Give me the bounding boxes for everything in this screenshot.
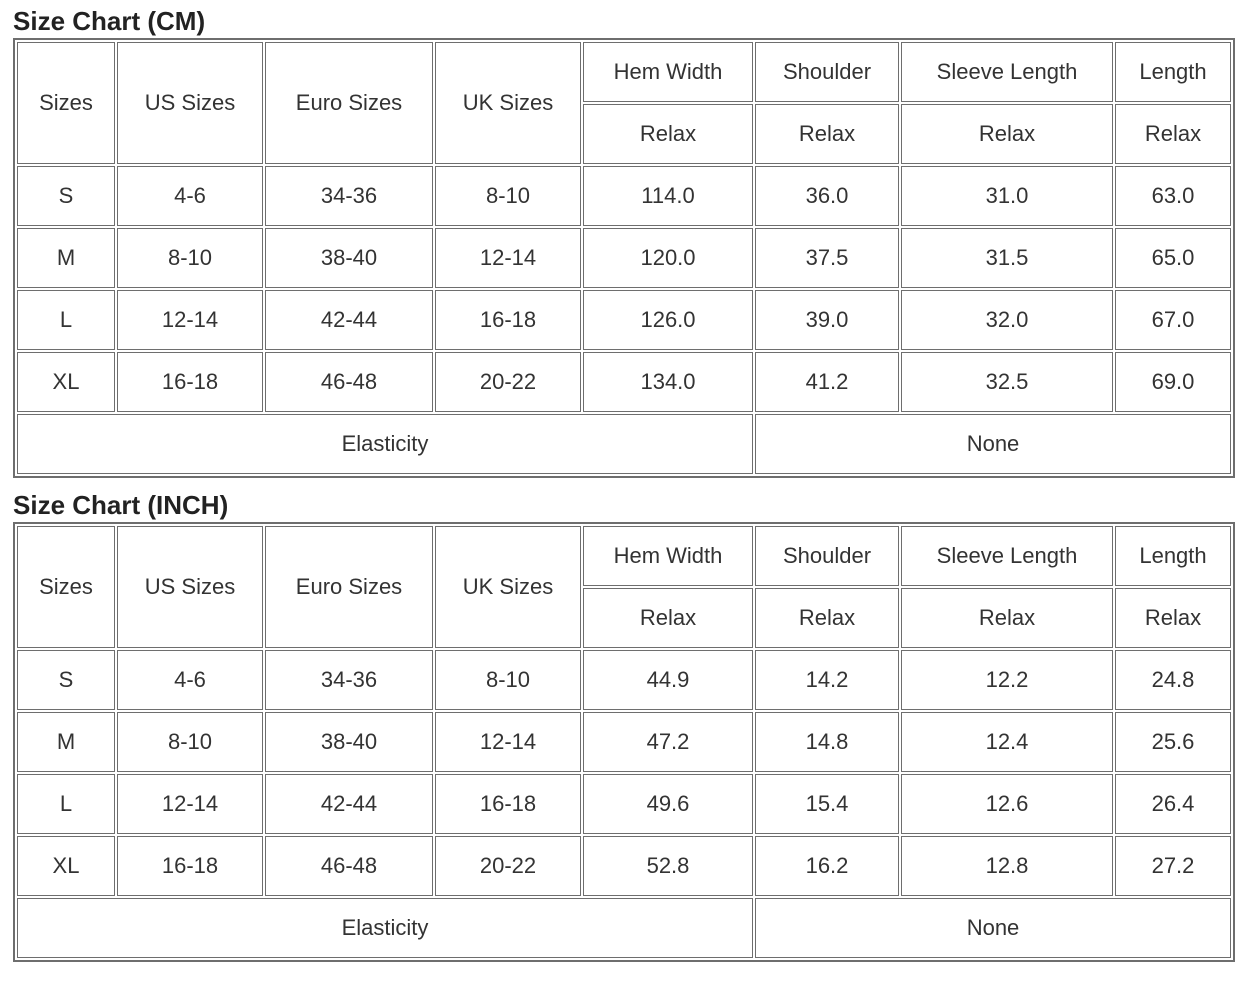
- sub-header: Relax: [1115, 588, 1231, 648]
- table-row: [17, 650, 1231, 710]
- table-cell: 32.0: [901, 290, 1113, 350]
- table-cell: 63.0: [1115, 166, 1231, 226]
- table-cell: 12-14: [435, 228, 581, 288]
- table-cell: 37.5: [755, 228, 899, 288]
- table-row: [17, 166, 1231, 226]
- table-cell: 38-40: [265, 712, 433, 772]
- column-header: Sleeve Length: [901, 526, 1113, 586]
- table-cell: S: [17, 166, 115, 226]
- chart-title: Size Chart (INCH): [13, 490, 229, 520]
- table-cell: S: [17, 650, 115, 710]
- elasticity-value: None: [755, 898, 1231, 958]
- column-header: Length: [1115, 42, 1231, 102]
- table-cell: 120.0: [583, 228, 753, 288]
- table-cell: 20-22: [435, 836, 581, 896]
- footer-row: [17, 898, 1231, 958]
- elasticity-value: None: [755, 414, 1231, 474]
- table-cell: 24.8: [1115, 650, 1231, 710]
- table-cell: 14.2: [755, 650, 899, 710]
- table-cell: 36.0: [755, 166, 899, 226]
- table-cell: XL: [17, 836, 115, 896]
- table-cell: 4-6: [117, 166, 263, 226]
- table-cell: 52.8: [583, 836, 753, 896]
- elasticity-label: Elasticity: [17, 414, 753, 474]
- column-header: Sleeve Length: [901, 42, 1113, 102]
- table-cell: M: [17, 228, 115, 288]
- table-cell: 15.4: [755, 774, 899, 834]
- table-cell: 134.0: [583, 352, 753, 412]
- table-row: [17, 228, 1231, 288]
- footer-row: [17, 414, 1231, 474]
- table-row: [17, 712, 1231, 772]
- table-cell: 12-14: [117, 774, 263, 834]
- table-cell: 16-18: [117, 836, 263, 896]
- column-header: Euro Sizes: [265, 42, 433, 164]
- column-header: Hem Width: [583, 526, 753, 586]
- table-cell: L: [17, 290, 115, 350]
- table-cell: 38-40: [265, 228, 433, 288]
- column-header: Sizes: [17, 526, 115, 648]
- table-row: [17, 836, 1231, 896]
- table-cell: 16-18: [435, 290, 581, 350]
- table-cell: 67.0: [1115, 290, 1231, 350]
- table-cell: 46-48: [265, 836, 433, 896]
- column-header: Length: [1115, 526, 1231, 586]
- table-cell: 114.0: [583, 166, 753, 226]
- size-table: [13, 522, 1235, 962]
- sub-header: Relax: [755, 104, 899, 164]
- table-cell: 69.0: [1115, 352, 1231, 412]
- sub-header: Relax: [583, 104, 753, 164]
- table-cell: 31.5: [901, 228, 1113, 288]
- table-row: [17, 290, 1231, 350]
- table-cell: 12.4: [901, 712, 1113, 772]
- table-row: [17, 352, 1231, 412]
- sub-header: Relax: [755, 588, 899, 648]
- column-header: Shoulder: [755, 526, 899, 586]
- table-cell: 8-10: [435, 650, 581, 710]
- column-header: Hem Width: [583, 42, 753, 102]
- header-row: [17, 42, 1231, 102]
- table-row: [17, 774, 1231, 834]
- table-cell: 12.6: [901, 774, 1113, 834]
- table-cell: 4-6: [117, 650, 263, 710]
- column-header: US Sizes: [117, 526, 263, 648]
- table-cell: 12.2: [901, 650, 1113, 710]
- table-cell: 14.8: [755, 712, 899, 772]
- column-header: UK Sizes: [435, 42, 581, 164]
- table-cell: L: [17, 774, 115, 834]
- table-cell: 27.2: [1115, 836, 1231, 896]
- table-cell: 65.0: [1115, 228, 1231, 288]
- table-cell: 16-18: [435, 774, 581, 834]
- column-header: Euro Sizes: [265, 526, 433, 648]
- column-header: Shoulder: [755, 42, 899, 102]
- table-cell: 12-14: [117, 290, 263, 350]
- size-table: [13, 38, 1235, 478]
- table-cell: 32.5: [901, 352, 1113, 412]
- table-cell: 8-10: [117, 712, 263, 772]
- table-cell: 39.0: [755, 290, 899, 350]
- table-cell: M: [17, 712, 115, 772]
- table-cell: 31.0: [901, 166, 1113, 226]
- column-header: Sizes: [17, 42, 115, 164]
- table-cell: 16.2: [755, 836, 899, 896]
- sub-header: Relax: [583, 588, 753, 648]
- table-cell: 34-36: [265, 650, 433, 710]
- header-row: [17, 526, 1231, 586]
- chart-title: Size Chart (CM): [13, 6, 206, 36]
- table-cell: 12.8: [901, 836, 1113, 896]
- table-cell: 34-36: [265, 166, 433, 226]
- table-cell: 20-22: [435, 352, 581, 412]
- table-cell: 26.4: [1115, 774, 1231, 834]
- sub-header: Relax: [901, 104, 1113, 164]
- column-header: UK Sizes: [435, 526, 581, 648]
- table-cell: 8-10: [435, 166, 581, 226]
- table-cell: XL: [17, 352, 115, 412]
- table-cell: 126.0: [583, 290, 753, 350]
- column-header: US Sizes: [117, 42, 263, 164]
- table-cell: 41.2: [755, 352, 899, 412]
- table-cell: 12-14: [435, 712, 581, 772]
- table-cell: 25.6: [1115, 712, 1231, 772]
- sub-header: Relax: [901, 588, 1113, 648]
- table-cell: 42-44: [265, 290, 433, 350]
- table-cell: 8-10: [117, 228, 263, 288]
- table-cell: 46-48: [265, 352, 433, 412]
- table-cell: 49.6: [583, 774, 753, 834]
- table-cell: 16-18: [117, 352, 263, 412]
- sub-header: Relax: [1115, 104, 1231, 164]
- table-cell: 44.9: [583, 650, 753, 710]
- table-cell: 42-44: [265, 774, 433, 834]
- table-cell: 47.2: [583, 712, 753, 772]
- elasticity-label: Elasticity: [17, 898, 753, 958]
